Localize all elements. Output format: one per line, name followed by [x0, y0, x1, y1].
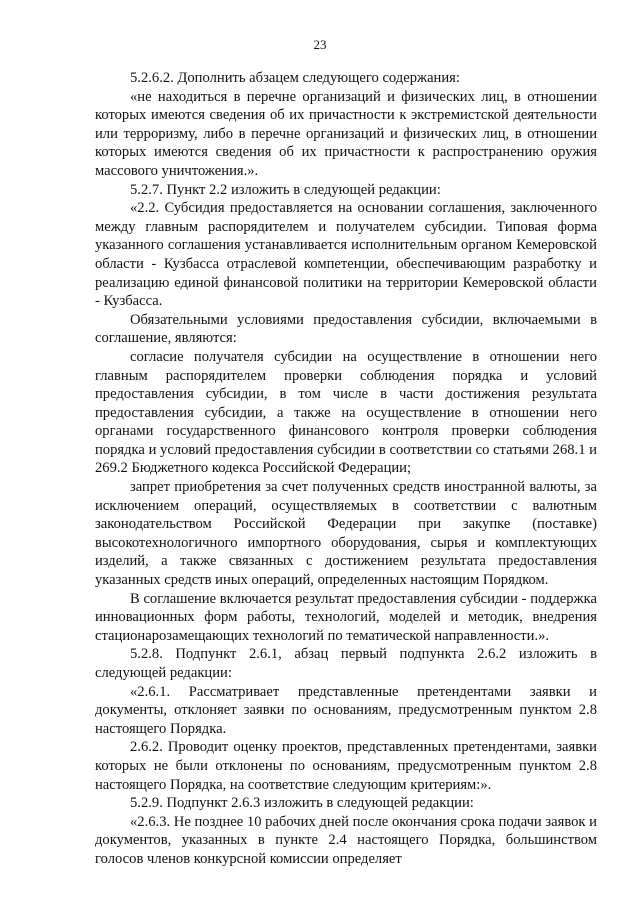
- paragraph: «2.6.1. Рассматривает представленные претендентами заявки и документы, отклоняет заявки по основаниям, предусмотренным пунктом 2.8 настоящего Порядка.: [95, 683, 597, 737]
- page-number: 23: [313, 37, 327, 52]
- paragraph: «2.2. Субсидия предоставляется на основании соглашения, заключенного между главным распорядителем и получателем субсидии. Типовая форма указанного соглашения устанавливается исполнительным органом Кемеровской области - Кузбасса отраслевой компетенции, обеспечивающим разработку и реализацию единой финансовой политики на территории Кемеровской области - Кузбасса.: [95, 200, 597, 310]
- paragraph: 2.6.2. Проводит оценку проектов, представленных претендентами, заявки которых не были отклонены по основаниям, предусмотренным пунктом 2.8 настоящего Порядка, на соответствие следующим критериям:».: [95, 739, 597, 793]
- paragraph: «2.6.3. Не позднее 10 рабочих дней после окончания срока подачи заявок и документов, указанных в пункте 2.4 настоящего Порядка, большинством голосов членов конкурсной комиссии определяет: [95, 813, 597, 867]
- paragraph: 5.2.6.2. Дополнить абзацем следующего содержания:: [130, 70, 460, 86]
- paragraph: 5.2.7. Пункт 2.2 изложить в следующей редакции:: [130, 181, 441, 198]
- paragraph: «не находиться в перечне организаций и физических лиц, в отношении которых имеются сведения об их причастности к экстремистской деятельности или терроризму, либо в перечне организаций и физических лиц, в отношении которых имеются сведения об их причастности к распространению оружия массового уничтожения.».: [95, 88, 597, 179]
- paragraph: 5.2.8. Подпункт 2.6.1, абзац первый подпункта 2.6.2 изложить в следующей редакции:: [95, 646, 597, 681]
- paragraph: согласие получателя субсидии на осуществление в отношении него главным распорядителем проверки соблюдения порядка и условий предоставления субсидии, в том числе в части достижения результата предоставления субсидии, а также на осуществление в отношении него органами государственного финансового контроля проверки соблюдения порядка и условий предоставления субсидии в соответствии со статьями 268.1 и 269.2 Бюджетного кодекса Российской Федерации;: [95, 348, 597, 477]
- paragraph: 5.2.9. Подпункт 2.6.3 изложить в следующей редакции:: [130, 795, 474, 812]
- paragraph: Обязательными условиями предоставления субсидии, включаемыми в соглашение, являются:: [95, 311, 597, 347]
- document-body: [95, 69, 597, 869]
- paragraph: В соглашение включается результат предоставления субсидии - поддержка инновационных форм работы, технологий, моделей и методик, внедрения стационарозамещающих технологий по тематической направленности.».: [95, 590, 597, 644]
- paragraph: запрет приобретения за счет полученных средств иностранной валюты, за исключением операций, осуществляемых в соответствии с валютным законодательством Российской Федерации при закупке (поставке) высокотехнологичного импортного оборудования, сырья и комплектующих изделий, а также связанных с достижением результата предоставления указанных средств иных операций, определенных настоящим Порядком.: [95, 479, 597, 589]
